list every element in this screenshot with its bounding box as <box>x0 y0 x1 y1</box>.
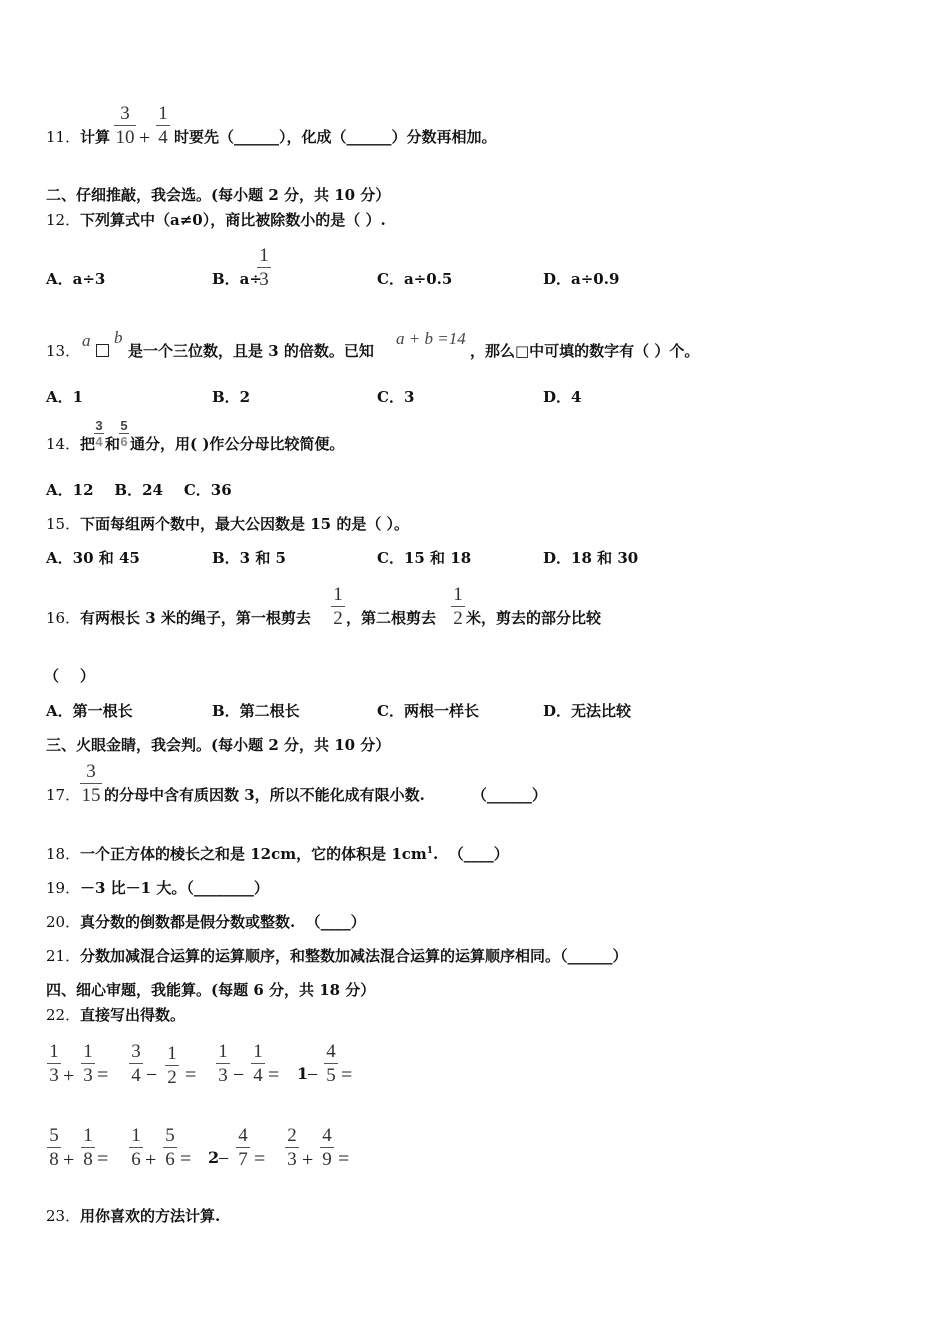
q19-number: 19． <box>46 879 81 897</box>
q15-option-a[interactable]: A．30 和 45 <box>46 549 140 567</box>
calc-5-equals: = <box>97 1148 109 1170</box>
calc-8-fraction-b <box>320 1126 334 1169</box>
calc-7-whole: 2 <box>208 1148 220 1167</box>
q22-text: 直接写出得数。 <box>80 1006 186 1024</box>
calc-4-equals: = <box>341 1064 353 1086</box>
denominator: 4 <box>158 127 168 148</box>
q12-option-d[interactable]: D．a÷0.9 <box>543 270 620 288</box>
denominator: 3 <box>218 1065 228 1086</box>
q12-text: 下列算式中（a≠0），商比被除数小的是（ ）. <box>80 211 386 229</box>
denominator: 4 <box>95 434 103 449</box>
denominator: 6 <box>120 434 128 449</box>
calc-2-operator: − <box>146 1064 158 1086</box>
numerator: 3 <box>120 103 130 124</box>
numerator: 1 <box>83 1125 93 1146</box>
q16-fraction-1 <box>331 585 345 628</box>
q13-var-b: b <box>114 328 123 347</box>
q12-option-b[interactable]: B．a÷ <box>212 270 262 288</box>
calc-2-fraction-b <box>165 1044 179 1087</box>
q15-option-d[interactable]: D．18 和 30 <box>543 549 639 567</box>
numerator: 1 <box>49 1041 59 1062</box>
q18-number: 18． <box>46 845 81 863</box>
numerator: 1 <box>453 584 463 605</box>
q11-number: 11． <box>46 128 81 146</box>
q15-number: 15． <box>46 515 81 533</box>
q13-text-1: 是一个三位数，且是 3 的倍数。已知 <box>128 342 374 360</box>
denominator: 3 <box>83 1065 93 1086</box>
calc-4-operator: − <box>307 1064 319 1086</box>
calc-7-operator: − <box>218 1148 230 1170</box>
q14-and: 和 <box>105 435 121 453</box>
numerator: 1 <box>218 1041 228 1062</box>
denominator: 8 <box>49 1149 59 1170</box>
calc-6-operator: + <box>145 1149 157 1171</box>
q14-fraction-1 <box>94 419 104 448</box>
q18-superscript: 1 <box>426 846 434 856</box>
denominator: 4 <box>131 1065 141 1086</box>
calc-6-equals: = <box>180 1148 192 1170</box>
q19-text: －3 比－1 大。（________） <box>80 879 269 897</box>
numerator: 1 <box>158 103 168 124</box>
q13-option-c[interactable]: C．3 <box>377 388 415 406</box>
q14-options[interactable]: A．12 B．24 C．36 <box>46 481 232 499</box>
q16-option-a[interactable]: A．第一根长 <box>46 702 133 720</box>
calc-7-fraction-b <box>236 1126 250 1169</box>
q12-option-c[interactable]: C．a÷0.5 <box>377 270 453 288</box>
denominator: 5 <box>326 1065 336 1086</box>
q16-option-c[interactable]: C．两根一样长 <box>377 702 479 720</box>
q13-option-a[interactable]: A．1 <box>46 388 84 406</box>
denominator: 15 <box>81 785 101 806</box>
q15-option-c[interactable]: C．15 和 18 <box>377 549 472 567</box>
q12-option-a[interactable]: A．a÷3 <box>46 270 106 288</box>
calc-3-fraction-a <box>216 1042 230 1085</box>
denominator: 8 <box>83 1149 93 1170</box>
q15-text: 下面每组两个数中，最大公因数是 15 的是（ ）。 <box>80 515 410 533</box>
q20-text: 真分数的倒数都是假分数或整数. （____） <box>80 913 366 931</box>
q12-option-b-fraction <box>257 246 271 289</box>
q13-option-d[interactable]: D．4 <box>543 388 582 406</box>
q11-fraction-2 <box>156 104 170 147</box>
calc-3-fraction-b <box>251 1042 265 1085</box>
q13-option-b[interactable]: B．2 <box>212 388 251 406</box>
q16-option-d[interactable]: D．无法比较 <box>543 702 632 720</box>
calc-4-whole: 1 <box>297 1064 309 1083</box>
q16-text-2: ，第二根剪去 <box>346 609 437 627</box>
q14-number: 14． <box>46 435 81 453</box>
denominator: 6 <box>165 1149 175 1170</box>
calc-6-fraction-b <box>163 1126 177 1169</box>
calc-4-fraction-b <box>324 1042 338 1085</box>
q17-number: 17． <box>46 786 81 804</box>
q13-blank-box <box>96 344 109 359</box>
numerator: 5 <box>49 1125 59 1146</box>
calc-5-fraction-b <box>81 1126 95 1169</box>
calc-1-fraction-b <box>81 1042 95 1085</box>
q11-fraction-1 <box>114 104 136 147</box>
numerator: 2 <box>287 1125 297 1146</box>
numerator: 3 <box>86 761 96 782</box>
section-2-heading: 二、仔细推敲，我会选。(每小题 2 分，共 10 分） <box>46 186 391 204</box>
numerator: 4 <box>326 1041 336 1062</box>
denominator: 10 <box>115 127 135 148</box>
q17-text: 的分母中含有质因数 3，所以不能化成有限小数. （______） <box>104 786 547 804</box>
q14-prefix: 把 <box>80 435 96 453</box>
q16-fraction-2 <box>451 585 465 628</box>
numerator: 5 <box>120 418 128 433</box>
q11-prefix: 计算 <box>80 128 111 146</box>
plus-sign: + <box>139 127 151 149</box>
q12-number: 12． <box>46 211 81 229</box>
calc-8-fraction-a <box>285 1126 299 1169</box>
calc-5-fraction-a <box>47 1126 61 1169</box>
denominator: 3 <box>287 1149 297 1170</box>
q20-number: 20． <box>46 913 81 931</box>
calc-3-operator: − <box>233 1064 245 1086</box>
section-4-heading: 四、细心审题，我能算。(每题 6 分，共 18 分） <box>46 981 376 999</box>
numerator: 3 <box>95 418 103 433</box>
denominator: 2 <box>167 1067 177 1088</box>
q14-text: 通分，用( )作公分母比较简便。 <box>130 435 345 453</box>
q13-var-a: a <box>82 331 91 350</box>
q16-text-1: 有两根长 3 米的绳子，第一根剪去 <box>80 609 311 627</box>
q18-text <box>80 847 509 862</box>
q13-text-2: ，那么□中可填的数字有（ ）个。 <box>470 342 700 360</box>
calc-2-fraction-a <box>129 1042 143 1085</box>
numerator: 1 <box>83 1041 93 1062</box>
denominator: 4 <box>253 1065 263 1086</box>
q13-number: 13． <box>46 342 81 360</box>
numerator: 1 <box>167 1043 177 1064</box>
q16-text-3: 米，剪去的部分比较 <box>466 609 602 627</box>
q11-text: 时要先（______），化成（______）分数再相加。 <box>174 128 497 146</box>
numerator: 4 <box>322 1125 332 1146</box>
denominator: 3 <box>49 1065 59 1086</box>
numerator: 1 <box>253 1041 263 1062</box>
denominator: 3 <box>259 269 269 290</box>
q21-text: 分数加减混合运算的运算顺序，和整数加减法混合运算的运算顺序相同。（______） <box>80 947 628 965</box>
q16-answer-paren: （ ） <box>44 667 95 685</box>
numerator: 1 <box>333 584 343 605</box>
q22-number: 22． <box>46 1006 81 1024</box>
q23-number: 23． <box>46 1207 81 1225</box>
q16-option-b[interactable]: B．第二根长 <box>212 702 300 720</box>
calc-8-operator: + <box>302 1149 314 1171</box>
denominator: 6 <box>131 1149 141 1170</box>
numerator: 4 <box>238 1125 248 1146</box>
calc-8-equals: = <box>338 1148 350 1170</box>
denominator: 9 <box>322 1149 332 1170</box>
numerator: 1 <box>131 1125 141 1146</box>
calc-2-equals: = <box>185 1064 197 1086</box>
q18-text-main: 一个正方体的棱长之和是 12cm，它的体积是 1cm <box>80 845 427 863</box>
calc-7-equals: = <box>254 1148 266 1170</box>
denominator: 2 <box>333 608 343 629</box>
calc-6-fraction-a <box>129 1126 143 1169</box>
numerator: 1 <box>259 245 269 266</box>
q18-text-tail: . （____） <box>433 845 509 863</box>
denominator: 2 <box>453 608 463 629</box>
q13-equation: a + b =14 <box>396 329 466 348</box>
numerator: 3 <box>131 1041 141 1062</box>
calc-3-equals: = <box>268 1064 280 1086</box>
q15-option-b[interactable]: B．3 和 5 <box>212 549 286 567</box>
calc-1-equals: = <box>97 1064 109 1086</box>
q23-text: 用你喜欢的方法计算. <box>80 1207 221 1225</box>
q21-number: 21． <box>46 947 81 965</box>
q16-number: 16． <box>46 609 81 627</box>
calc-5-operator: + <box>63 1149 75 1171</box>
numerator: 5 <box>165 1125 175 1146</box>
calc-1-fraction-a <box>47 1042 61 1085</box>
section-3-heading: 三、火眼金睛，我会判。(每小题 2 分，共 10 分） <box>46 736 391 754</box>
denominator: 7 <box>238 1149 248 1170</box>
calc-1-operator: + <box>63 1065 75 1087</box>
q14-fraction-2 <box>119 419 129 448</box>
q17-fraction <box>80 762 102 805</box>
